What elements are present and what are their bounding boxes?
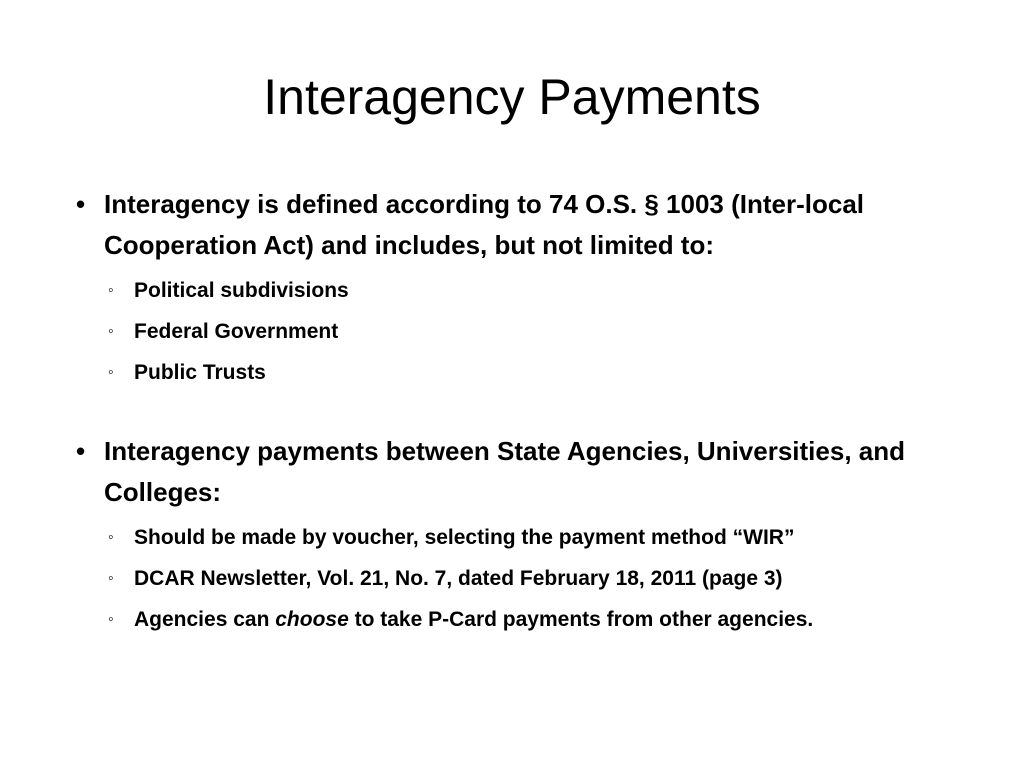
- sub-item-newsletter: [68, 558, 968, 599]
- sub-item-text: Federal Government: [134, 320, 339, 343]
- circle-bullet-icon: ◦: [108, 611, 114, 628]
- bullet-dot-icon: •: [76, 189, 86, 219]
- bullet-payments: [68, 431, 968, 513]
- sub-item-pcard-emphasis: choose: [275, 608, 349, 631]
- sublist-definition: [68, 270, 968, 393]
- circle-bullet-icon: ◦: [108, 282, 114, 299]
- bullet-group-definition: [68, 184, 968, 393]
- sublist-payments: [68, 517, 968, 640]
- sub-item-federal-government: [68, 311, 968, 352]
- sub-item-pcard-after: to take P-Card payments from other agencies.: [348, 608, 814, 631]
- sub-item-pcard: [68, 599, 968, 640]
- slide-content: [68, 184, 968, 640]
- sub-item-political-subdivisions: [68, 270, 968, 311]
- circle-bullet-icon: ◦: [108, 323, 114, 340]
- sub-item-text: Political subdivisions: [134, 279, 349, 302]
- slide-title: Interagency Payments: [263, 69, 761, 125]
- sub-item-public-trusts: [68, 352, 968, 393]
- bullet-definition-text: Interagency is defined according to 74 O.S. § 1003 (Inter-local Cooperation Act) and includes, but not limited to:: [104, 189, 865, 260]
- circle-bullet-icon: ◦: [108, 364, 114, 381]
- bullet-payments-text: Interagency payments between State Agencies, Universities, and Colleges:: [104, 436, 905, 507]
- sub-item-pcard-before: Agencies can: [134, 608, 276, 631]
- sub-item-voucher: [68, 517, 968, 558]
- bullet-dot-icon: •: [76, 436, 86, 466]
- bullet-group-payments: [68, 431, 968, 640]
- sub-item-text: Should be made by voucher, selecting the payment method “WIR”: [134, 526, 795, 549]
- circle-bullet-icon: ◦: [108, 570, 114, 587]
- sub-item-text: DCAR Newsletter, Vol. 21, No. 7, dated February 18, 2011 (page 3): [134, 567, 783, 590]
- sub-item-text: Public Trusts: [134, 361, 266, 384]
- circle-bullet-icon: ◦: [108, 529, 114, 546]
- bullet-definition: [68, 184, 968, 266]
